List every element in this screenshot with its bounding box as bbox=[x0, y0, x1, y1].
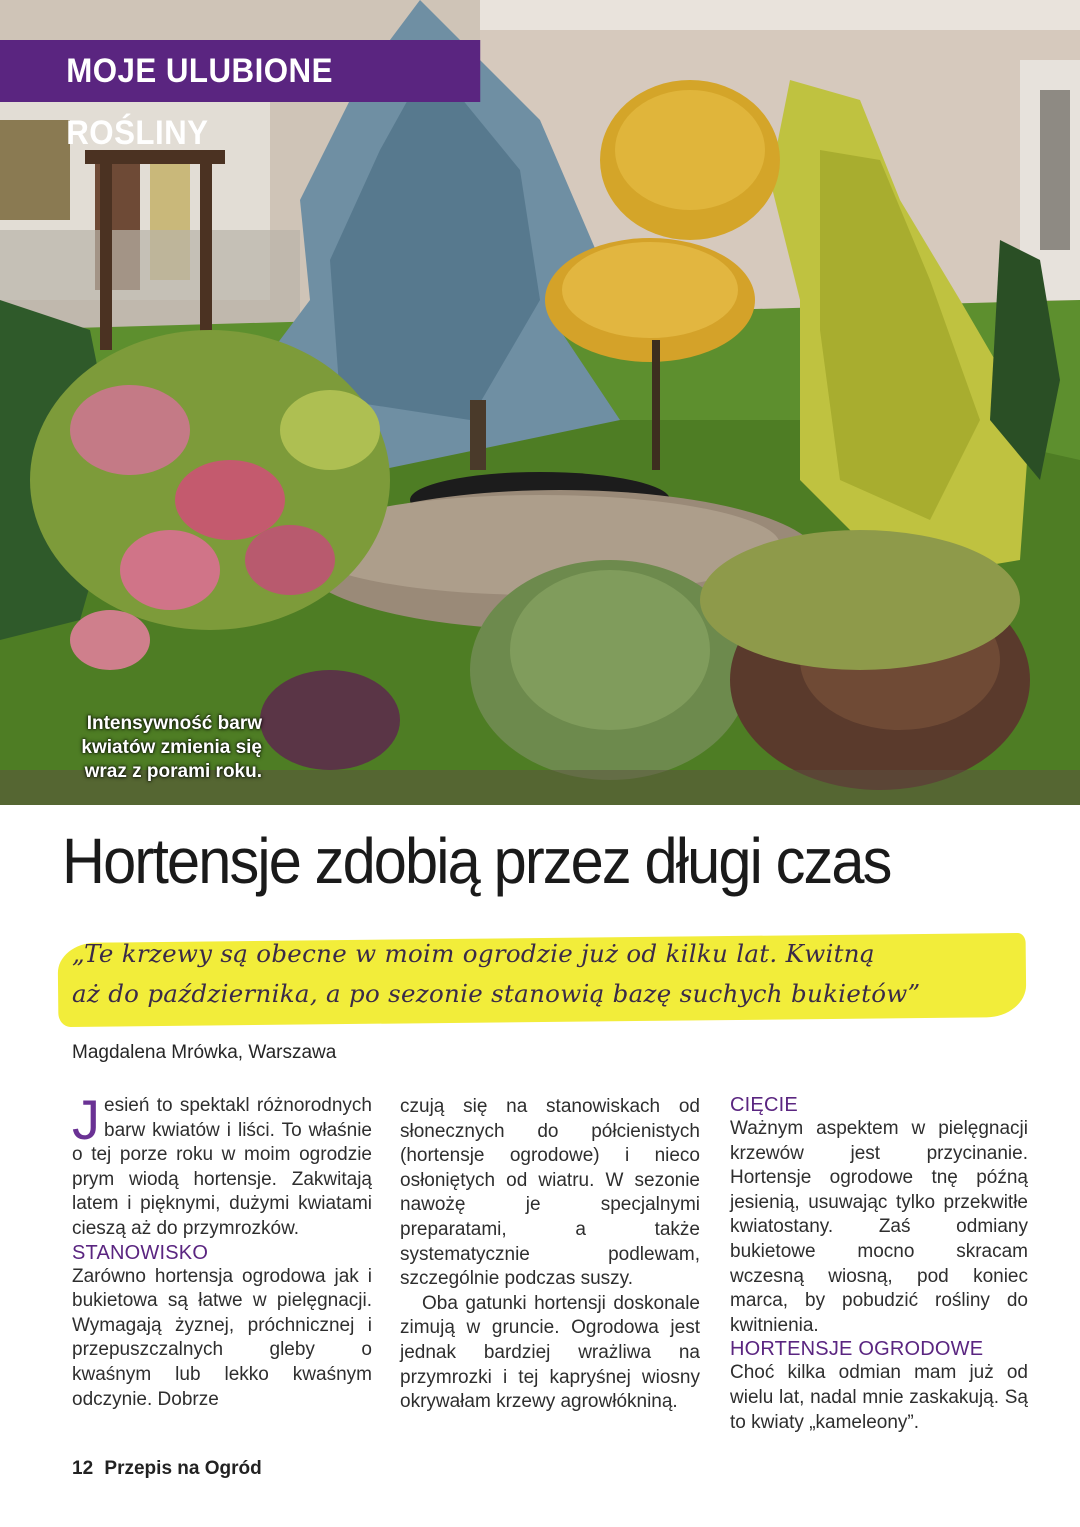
caption-line: Intensywność barw bbox=[86, 713, 262, 734]
subheading-ciecie: CIĘCIE bbox=[730, 1094, 798, 1116]
column-2 bbox=[400, 1095, 700, 1415]
paragraph: Ważnym aspektem w pielęgnacji krzewów jest przycinanie. Hortensje ogrodowe tnę późną jesienią, usuwając tylko przekwitłe kwiatostany. Zaś odmiany bukietowe mocno skracam wczesną wiosną, pod koniec marca, by pobudzić rośliny do kwitnienia. bbox=[730, 1118, 1028, 1336]
section-label: MOJE ULUBIONE ROŚLINY bbox=[0, 40, 480, 102]
column-3 bbox=[730, 1094, 1028, 1435]
quote-line: aż do października, a po sezonie stanowią bazę suchych bukietów” bbox=[72, 979, 921, 1008]
page-number: 12 bbox=[72, 1458, 94, 1479]
quote-line: „Te krzewy są obecne w moim ogrodzie już od kilku lat. Kwitną bbox=[72, 939, 875, 968]
article-title: Hortensje zdobią przez długi czas bbox=[62, 825, 891, 897]
intro-paragraph bbox=[72, 1088, 372, 1242]
pull-quote bbox=[58, 928, 1026, 1024]
intro-text: esień to spektakl różnorodnych barw kwiatów i liści. To właśnie o tej porze roku w moim ogrodzie prym wiodą hortensje. Zakwitają latem i pięknymi, dużymi kwiatami cieszą aż do przymrozków. bbox=[72, 1095, 372, 1239]
author-byline: Magdalena Mrówka, Warszawa bbox=[72, 1042, 337, 1063]
paragraph: Choć kilka odmian mam już od wielu lat, nadal mnie zaskakują. Są to kwiaty „kameleony”. bbox=[730, 1362, 1028, 1433]
caption-line: kwiatów zmienia się bbox=[81, 737, 262, 758]
column-1 bbox=[72, 1088, 372, 1412]
page-footer bbox=[72, 1458, 262, 1480]
subheading-hortensje-ogrodowe: HORTENSJE OGRODOWE bbox=[730, 1338, 984, 1361]
drop-cap: J bbox=[72, 1088, 100, 1151]
subheading-stanowisko: STANOWISKO bbox=[72, 1241, 209, 1264]
photo-caption bbox=[0, 712, 262, 784]
paragraph: Oba gatunki hortensji doskonale zimują w gruncie. Ogrodowa jest jednak bardziej wrażliwa na przymrozki i tej kapryśnej wiosny okrywałam krzewy agrowłókniną. bbox=[400, 1292, 700, 1413]
quote-text bbox=[58, 928, 1026, 1014]
caption-line: wraz z porami roku. bbox=[84, 761, 262, 782]
paragraph: Zarówno hortensja ogrodowa jak i bukietowa są łatwe w pielęgnacji. Wymagają żyznej, próchnicznej i przepuszczalnych gleby o kwaśnym lub lekko kwaśnym odczynie. Dobrze bbox=[72, 1265, 372, 1410]
magazine-name: Przepis na Ogród bbox=[104, 1458, 262, 1479]
paragraph: czują się na stanowiskach od słonecznych do półcienistych (hortensje ogrodowe) i nieco osłoniętych od wiatru. W sezonie nawożę je specjalnymi preparatami, a także systematycznie podlewam, szczególnie podczas suszy. bbox=[400, 1096, 700, 1290]
